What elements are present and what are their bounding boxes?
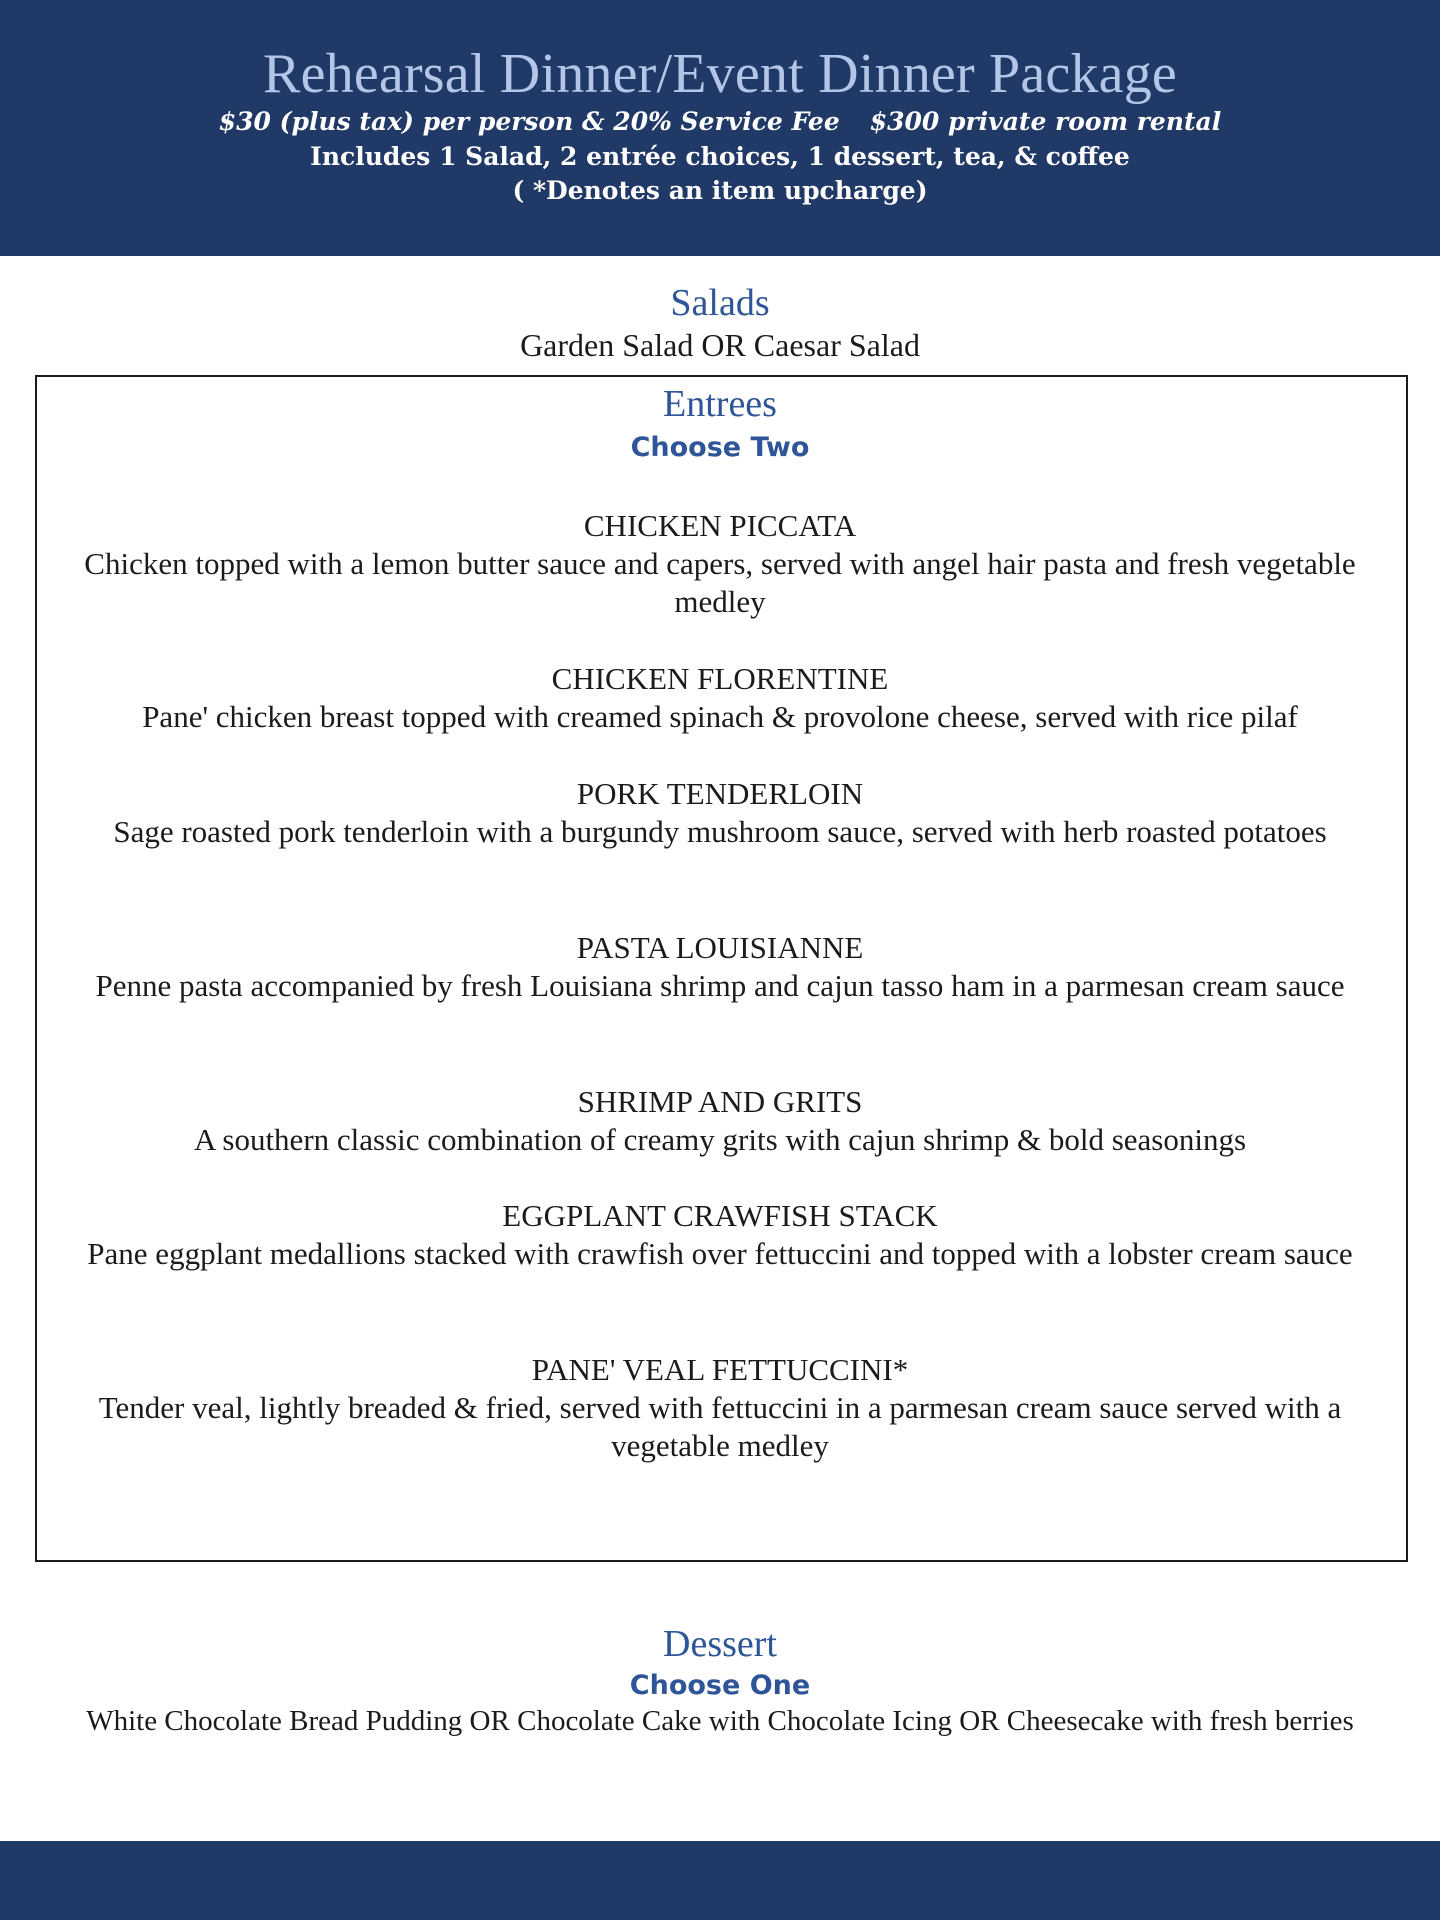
entree-item — [50, 1083, 1390, 1159]
entree-item — [50, 1197, 1390, 1273]
entree-item — [50, 775, 1390, 851]
entree-name: EGGPLANT CRAWFISH STACK — [502, 1198, 938, 1233]
entree-description: Pane' chicken breast topped with creamed spinach & provolone cheese, served with rice pilaf — [142, 699, 1298, 734]
entree-description: Pane eggplant medallions stacked with crawfish over fettuccini and topped with a lobster cream sauce — [87, 1236, 1353, 1271]
entree-description: Penne pasta accompanied by fresh Louisiana shrimp and cajun tasso ham in a parmesan cream sauce — [95, 968, 1345, 1003]
entree-item — [50, 660, 1390, 736]
entree-name: SHRIMP AND GRITS — [577, 1084, 863, 1119]
entree-name: CHICKEN FLORENTINE — [551, 661, 889, 696]
entree-description: Sage roasted pork tenderloin with a burgundy mushroom sauce, served with herb roasted potatoes — [113, 814, 1327, 849]
includes-line: Includes 1 Salad, 2 entrée choices, 1 dessert, tea, & coffee — [310, 142, 1130, 171]
price-per-person: $30 (plus tax) per person & 20% Service Fee — [218, 107, 840, 136]
footer-bar — [0, 1841, 1440, 1920]
header-banner — [0, 0, 1440, 256]
entree-name: PORK TENDERLOIN — [576, 776, 864, 811]
room-rental: $300 private room rental — [869, 107, 1222, 136]
entree-description: Tender veal, lightly breaded & fried, served with fettuccini in a parmesan cream sauce served with a vegetable medley — [98, 1390, 1342, 1463]
dessert-options: White Chocolate Bread Pudding OR Chocolate Cake with Chocolate Icing OR Cheesecake with fresh berries — [86, 1705, 1354, 1737]
entree-name: PANE' VEAL FETTUCCINI* — [531, 1352, 909, 1387]
salads-title: Salads — [670, 282, 770, 324]
entree-description: A southern classic combination of creamy grits with cajun shrimp & bold seasonings — [193, 1122, 1247, 1157]
entrees-subtitle: Choose Two — [630, 432, 810, 463]
pricing-line — [0, 105, 1440, 139]
entree-description: Chicken topped with a lemon butter sauce and capers, served with angel hair pasta and fresh vegetable medley — [84, 546, 1356, 619]
dessert-title: Dessert — [663, 1623, 777, 1665]
entree-item — [50, 929, 1390, 1005]
entree-item — [50, 1351, 1390, 1465]
entree-name: PASTA LOUISIANNE — [576, 930, 864, 965]
page-title: Rehearsal Dinner/Event Dinner Package — [263, 43, 1177, 105]
dessert-subtitle: Choose One — [629, 1670, 811, 1701]
upcharge-note: ( *Denotes an item upcharge) — [512, 176, 928, 205]
entree-item — [50, 507, 1390, 621]
entree-name: CHICKEN PICCATA — [583, 508, 857, 543]
entrees-title: Entrees — [663, 383, 777, 425]
salads-options: Garden Salad OR Caesar Salad — [520, 327, 920, 363]
